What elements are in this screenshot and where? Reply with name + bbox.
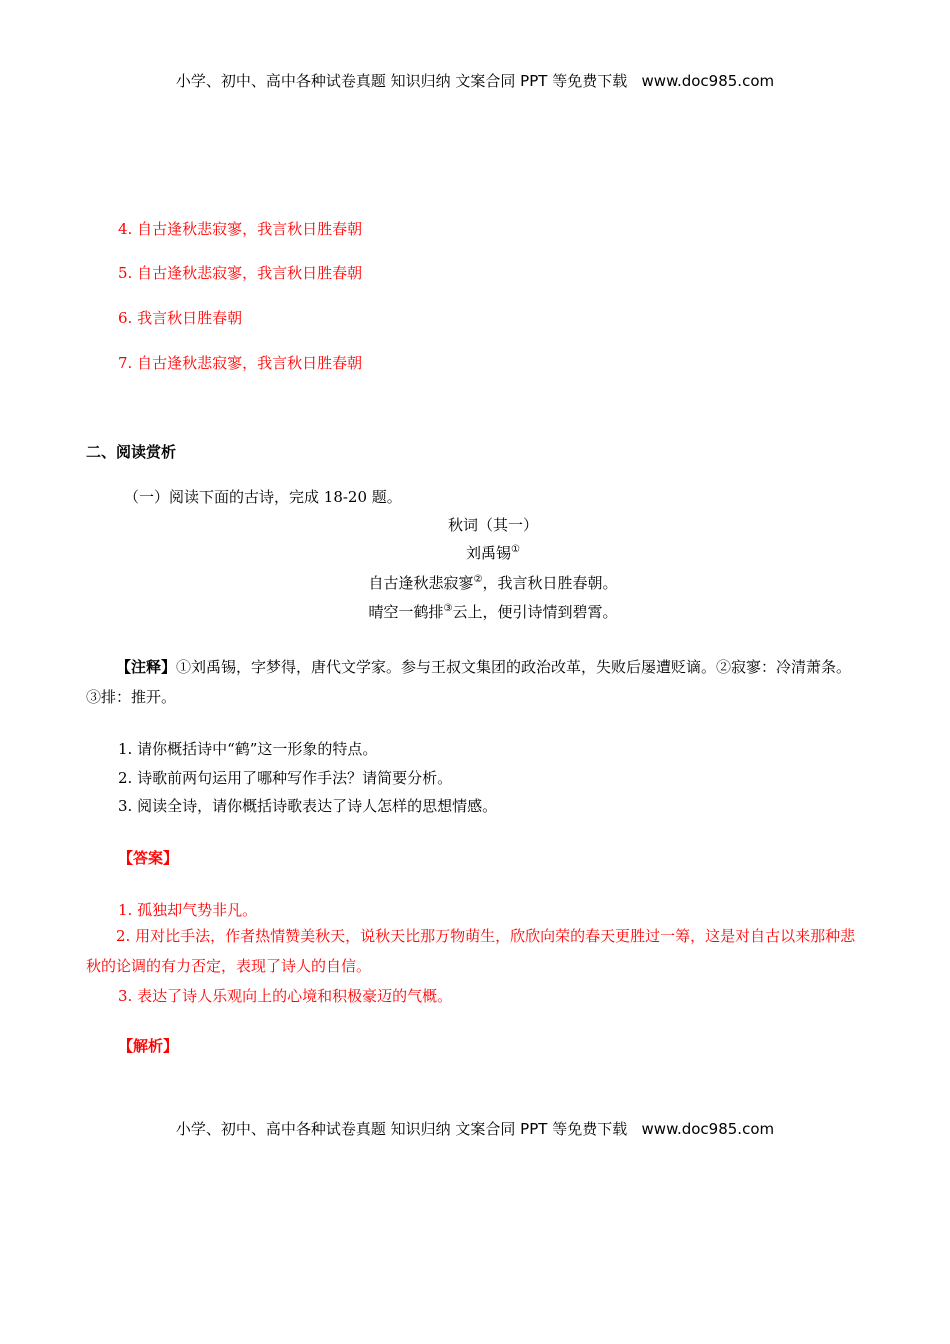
note-label: 【注释】 [116,658,177,676]
answer-2: 2. 用对比手法，作者热情赞美秋天，说秋天比那万物萌生，欣欣向荣的春天更胜过一筹，这是对自古以来那种悲秋的论调的有力否定，表现了诗人的自信。 [86,927,856,975]
poem-line-1: 自古逢秋悲寂寥②，我言秋日胜春朝。 [368,574,618,592]
footnote-mark-3: ③ [443,603,453,614]
footnote-mark-2: ② [473,574,483,585]
answer-line-7: 7. 自古逢秋悲寂寥，我言秋日胜春朝 [118,354,363,372]
note-text: ①刘禹锡，字梦得，唐代文学家。参与王叔文集团的政治改革，失败后屡遭贬谪。②寂寥：冷清萧条。③排：推开。 [86,658,852,706]
answer-line-4: 4. 自古逢秋悲寂寥，我言秋日胜春朝 [118,220,363,238]
page-footer [0,1118,950,1139]
reading-intro: （一）阅读下面的古诗，完成 18-20 题。 [124,488,402,506]
page-header [0,70,950,91]
answer-line-5: 5. 自古逢秋悲寂寥，我言秋日胜春朝 [118,264,363,282]
poem-notes [86,652,866,712]
question-2: 2. 诗歌前两句运用了哪种写作手法？请简要分析。 [118,769,453,787]
poem-title: 秋词（其一） [447,516,538,534]
footnote-mark-1: ① [511,544,520,555]
answer-line-6: 6. 我言秋日胜春朝 [118,309,243,327]
footer-text: 小学、初中、高中各种试卷真题 知识归纳 文案合同 PPT 等免费下载 [175,1120,628,1138]
question-1: 1. 请你概括诗中“鹤”这一形象的特点。 [118,740,378,758]
answer-label: 【答案】 [118,849,179,867]
poem-line-2: 晴空一鹤排③云上，便引诗情到碧霄。 [368,603,618,621]
analysis-label: 【解析】 [118,1037,179,1055]
section-title: 二、阅读赏析 [86,443,177,461]
poem-author: 刘禹锡① [466,544,520,562]
header-url[interactable]: www.doc985.com [641,72,775,90]
answer-1: 1. 孤独却气势非凡。 [118,901,258,919]
header-text: 小学、初中、高中各种试卷真题 知识归纳 文案合同 PPT 等免费下载 [175,72,628,90]
answer-3: 3. 表达了诗人乐观向上的心境和积极豪迈的气概。 [118,987,453,1005]
footer-url[interactable]: www.doc985.com [641,1120,775,1138]
question-3: 3. 阅读全诗，请你概括诗歌表达了诗人怎样的思想情感。 [118,797,498,815]
